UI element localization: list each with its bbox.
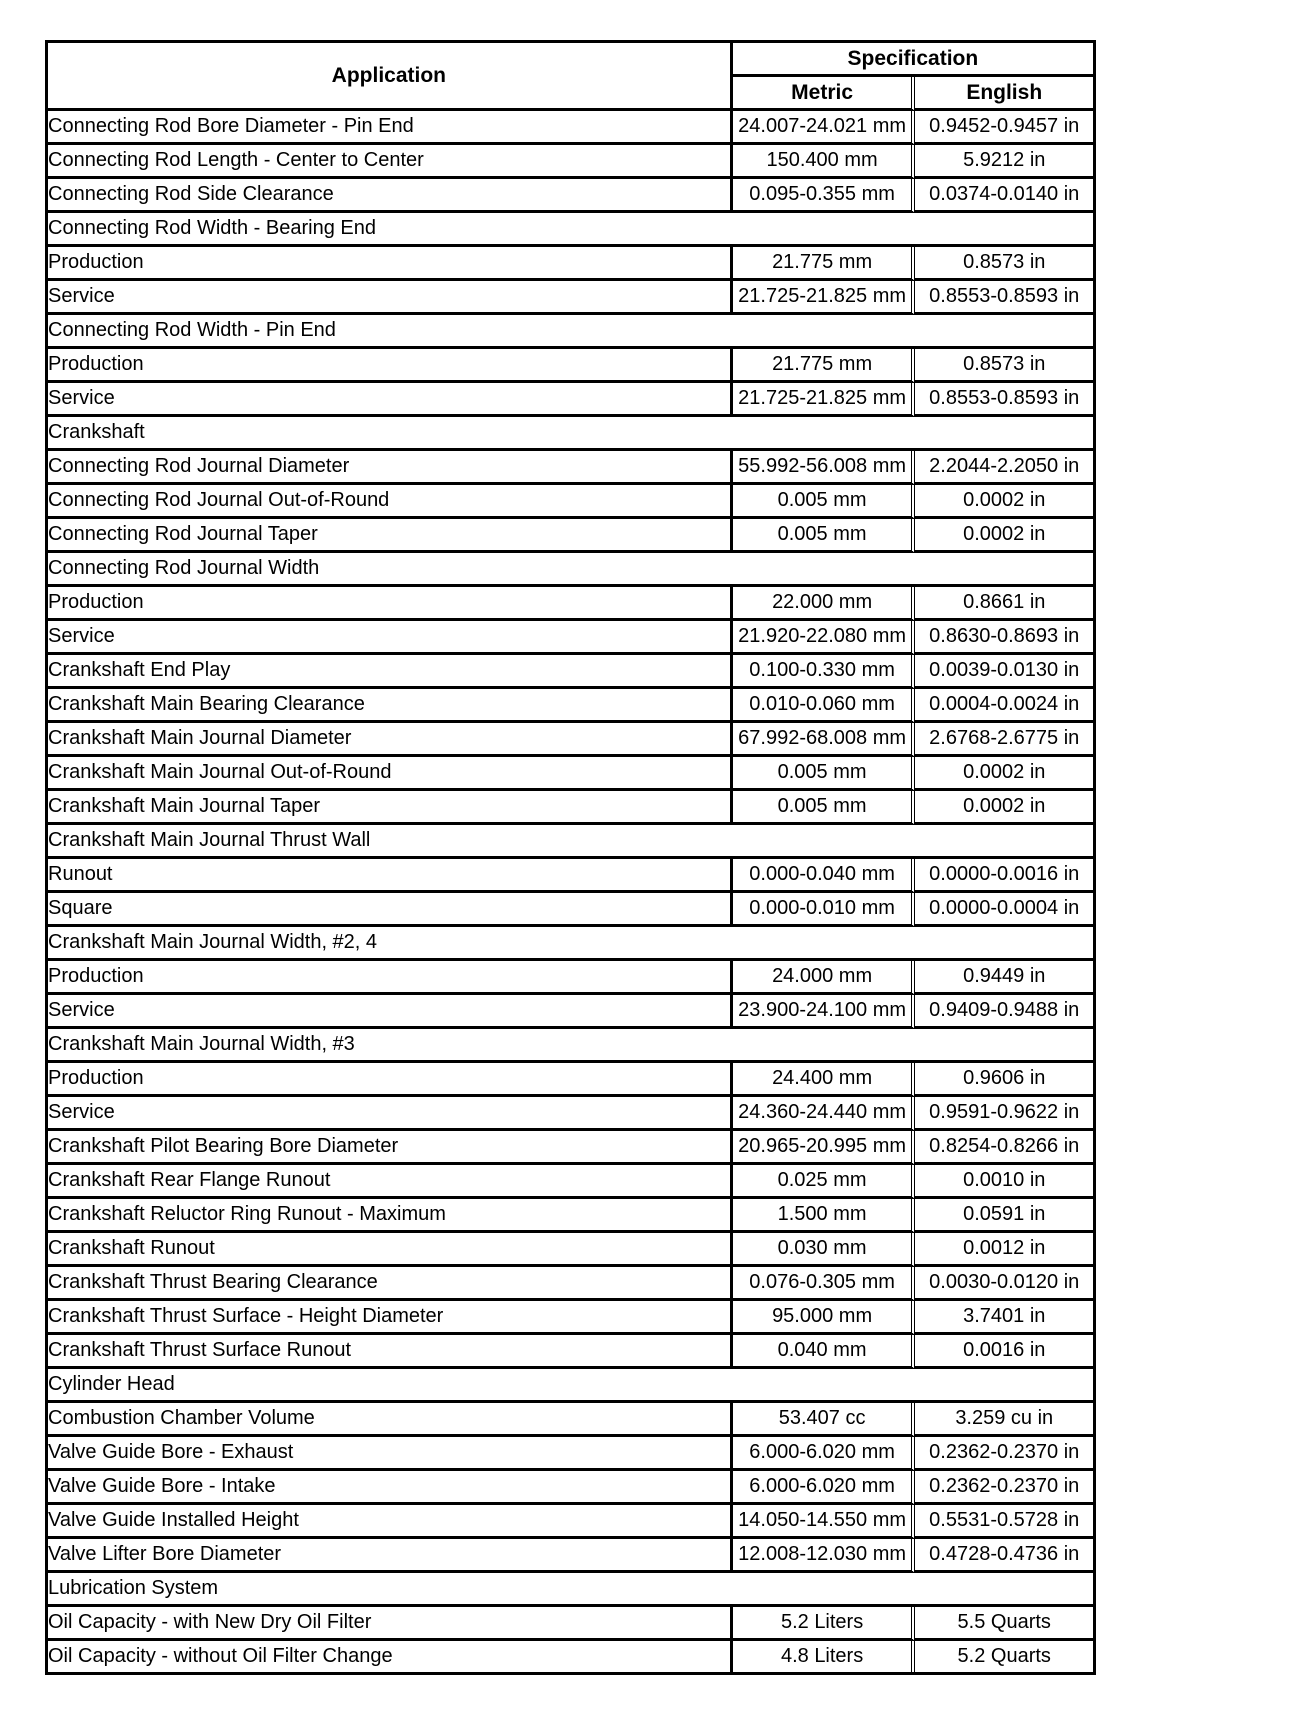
table-row (48, 315, 1093, 349)
metric-value-cell: 20.965-20.995 mm (733, 1131, 916, 1165)
table-row (48, 995, 1093, 1029)
metric-value-cell: 6.000-6.020 mm (733, 1471, 916, 1505)
english-value-cell: 0.9591-0.9622 in (915, 1097, 1093, 1131)
metric-header: Metric (733, 77, 916, 111)
metric-value-cell: 1.500 mm (733, 1199, 916, 1233)
application-cell: Combustion Chamber Volume (48, 1403, 733, 1437)
table-row (48, 247, 1093, 281)
english-value-cell: 0.4728-0.4736 in (915, 1539, 1093, 1573)
english-value-cell: 0.9409-0.9488 in (915, 995, 1093, 1029)
english-value-cell: 0.9452-0.9457 in (915, 111, 1093, 145)
metric-value-cell: 0.076-0.305 mm (733, 1267, 916, 1301)
metric-value-cell: 12.008-12.030 mm (733, 1539, 916, 1573)
english-value-cell: 0.8254-0.8266 in (915, 1131, 1093, 1165)
english-value-cell: 5.5 Quarts (915, 1607, 1093, 1641)
metric-value-cell: 24.400 mm (733, 1063, 916, 1097)
table-row (48, 1471, 1093, 1505)
application-cell: Crankshaft Reluctor Ring Runout - Maximum (48, 1199, 733, 1233)
metric-value-cell: 0.005 mm (733, 791, 916, 825)
subgroup-heading: Connecting Rod Width - Pin End (48, 315, 1093, 349)
table-row (48, 859, 1093, 893)
metric-value-cell: 4.8 Liters (733, 1641, 916, 1672)
application-cell: Production (48, 247, 733, 281)
table-row (48, 961, 1093, 995)
english-value-cell: 0.0012 in (915, 1233, 1093, 1267)
table-row (48, 1063, 1093, 1097)
table-row (48, 1539, 1093, 1573)
metric-value-cell: 24.000 mm (733, 961, 916, 995)
table-row (48, 111, 1093, 145)
table-row (48, 893, 1093, 927)
table-row (48, 927, 1093, 961)
metric-value-cell: 5.2 Liters (733, 1607, 916, 1641)
table-row (48, 485, 1093, 519)
english-value-cell: 0.8553-0.8593 in (915, 281, 1093, 315)
application-cell: Service (48, 995, 733, 1029)
category-heading: Cylinder Head (48, 1369, 1093, 1403)
table-row (48, 1029, 1093, 1063)
english-value-cell: 0.9606 in (915, 1063, 1093, 1097)
metric-value-cell: 67.992-68.008 mm (733, 723, 916, 757)
application-cell: Crankshaft Thrust Surface - Height Diameter (48, 1301, 733, 1335)
english-value-cell: 0.2362-0.2370 in (915, 1437, 1093, 1471)
metric-value-cell: 6.000-6.020 mm (733, 1437, 916, 1471)
metric-value-cell: 0.000-0.010 mm (733, 893, 916, 927)
metric-value-cell: 0.005 mm (733, 519, 916, 553)
table-row (48, 451, 1093, 485)
application-header: Application (48, 43, 733, 111)
table-row (48, 655, 1093, 689)
english-value-cell: 0.2362-0.2370 in (915, 1471, 1093, 1505)
application-cell: Oil Capacity - with New Dry Oil Filter (48, 1607, 733, 1641)
english-value-cell: 0.8573 in (915, 247, 1093, 281)
metric-value-cell: 21.775 mm (733, 247, 916, 281)
subgroup-heading: Connecting Rod Width - Bearing End (48, 213, 1093, 247)
application-cell: Valve Guide Bore - Intake (48, 1471, 733, 1505)
english-value-cell: 0.0004-0.0024 in (915, 689, 1093, 723)
english-value-cell: 0.0002 in (915, 519, 1093, 553)
application-cell: Connecting Rod Journal Taper (48, 519, 733, 553)
english-value-cell: 0.0002 in (915, 791, 1093, 825)
category-heading: Crankshaft (48, 417, 1093, 451)
header-row-top (48, 43, 1093, 77)
english-value-cell: 3.259 cu in (915, 1403, 1093, 1437)
english-value-cell: 0.0591 in (915, 1199, 1093, 1233)
metric-value-cell: 0.100-0.330 mm (733, 655, 916, 689)
specification-header: Specification (733, 43, 1093, 77)
application-cell: Production (48, 587, 733, 621)
english-value-cell: 5.9212 in (915, 145, 1093, 179)
metric-value-cell: 24.007-24.021 mm (733, 111, 916, 145)
table-row (48, 1369, 1093, 1403)
table-row (48, 1131, 1093, 1165)
application-cell: Valve Lifter Bore Diameter (48, 1539, 733, 1573)
table-row (48, 1505, 1093, 1539)
metric-value-cell: 21.725-21.825 mm (733, 281, 916, 315)
english-value-cell: 0.0039-0.0130 in (915, 655, 1093, 689)
english-value-cell: 0.0002 in (915, 757, 1093, 791)
english-header: English (915, 77, 1093, 111)
english-value-cell: 3.7401 in (915, 1301, 1093, 1335)
metric-value-cell: 24.360-24.440 mm (733, 1097, 916, 1131)
english-value-cell: 0.9449 in (915, 961, 1093, 995)
application-cell: Crankshaft End Play (48, 655, 733, 689)
application-cell: Valve Guide Bore - Exhaust (48, 1437, 733, 1471)
table-row (48, 179, 1093, 213)
metric-value-cell: 0.005 mm (733, 757, 916, 791)
table-row (48, 1607, 1093, 1641)
metric-value-cell: 95.000 mm (733, 1301, 916, 1335)
english-value-cell: 0.0030-0.0120 in (915, 1267, 1093, 1301)
table-row (48, 1301, 1093, 1335)
application-cell: Square (48, 893, 733, 927)
english-value-cell: 0.8553-0.8593 in (915, 383, 1093, 417)
table-row (48, 587, 1093, 621)
application-cell: Service (48, 621, 733, 655)
english-value-cell: 0.8630-0.8693 in (915, 621, 1093, 655)
table-row (48, 689, 1093, 723)
application-cell: Crankshaft Runout (48, 1233, 733, 1267)
application-cell: Crankshaft Rear Flange Runout (48, 1165, 733, 1199)
table-row (48, 1641, 1093, 1672)
table-row (48, 1573, 1093, 1607)
application-cell: Runout (48, 859, 733, 893)
table-row (48, 621, 1093, 655)
application-cell: Service (48, 1097, 733, 1131)
table-row (48, 825, 1093, 859)
application-cell: Connecting Rod Journal Diameter (48, 451, 733, 485)
table-row (48, 553, 1093, 587)
application-cell: Production (48, 1063, 733, 1097)
table-row (48, 349, 1093, 383)
metric-value-cell: 23.900-24.100 mm (733, 995, 916, 1029)
application-cell: Valve Guide Installed Height (48, 1505, 733, 1539)
metric-value-cell: 0.040 mm (733, 1335, 916, 1369)
english-value-cell: 0.8661 in (915, 587, 1093, 621)
metric-value-cell: 0.000-0.040 mm (733, 859, 916, 893)
english-value-cell: 0.8573 in (915, 349, 1093, 383)
table-row (48, 791, 1093, 825)
english-value-cell: 0.0374-0.0140 in (915, 179, 1093, 213)
english-value-cell: 0.0010 in (915, 1165, 1093, 1199)
application-cell: Service (48, 383, 733, 417)
metric-value-cell: 0.025 mm (733, 1165, 916, 1199)
table-row (48, 757, 1093, 791)
english-value-cell: 5.2 Quarts (957, 1645, 1051, 1667)
table-row (48, 519, 1093, 553)
metric-value-cell: 22.000 mm (733, 587, 916, 621)
english-value-cell: 0.0000-0.0004 in (915, 893, 1093, 927)
metric-value-cell: 55.992-56.008 mm (733, 451, 916, 485)
application-cell: Connecting Rod Length - Center to Center (48, 145, 733, 179)
metric-value-cell: 14.050-14.550 mm (733, 1505, 916, 1539)
application-cell: Crankshaft Main Journal Out-of-Round (48, 757, 733, 791)
metric-value-cell: 0.010-0.060 mm (733, 689, 916, 723)
metric-value-cell: 21.775 mm (733, 349, 916, 383)
metric-value-cell: 0.030 mm (733, 1233, 916, 1267)
application-cell: Service (48, 281, 733, 315)
category-heading: Lubrication System (48, 1573, 1093, 1607)
metric-value-cell: 0.095-0.355 mm (733, 179, 916, 213)
table-row (48, 213, 1093, 247)
subgroup-heading: Crankshaft Main Journal Width, #3 (48, 1029, 1093, 1063)
metric-value-cell: 53.407 cc (733, 1403, 916, 1437)
table-row (48, 417, 1093, 451)
metric-value-cell: 21.725-21.825 mm (733, 383, 916, 417)
table-row (48, 145, 1093, 179)
english-value-cell: 0.5531-0.5728 in (915, 1505, 1093, 1539)
application-cell: Crankshaft Main Journal Taper (48, 791, 733, 825)
table-row (48, 1267, 1093, 1301)
application-cell: Crankshaft Thrust Bearing Clearance (48, 1267, 733, 1301)
table-row (48, 1233, 1093, 1267)
metric-value-cell: 21.920-22.080 mm (733, 621, 916, 655)
metric-value-cell: 150.400 mm (733, 145, 916, 179)
table-row (48, 1097, 1093, 1131)
table-body (48, 111, 1093, 1672)
application-cell: Oil Capacity - without Oil Filter Change (48, 1641, 733, 1672)
table-row (48, 281, 1093, 315)
english-value-cell: 2.6768-2.6775 in (915, 723, 1093, 757)
table-row (48, 1403, 1093, 1437)
application-cell: Connecting Rod Journal Out-of-Round (48, 485, 733, 519)
table-row (48, 1165, 1093, 1199)
english-value-cell: 2.2044-2.2050 in (915, 451, 1093, 485)
application-cell: Crankshaft Main Journal Diameter (48, 723, 733, 757)
application-cell: Connecting Rod Side Clearance (48, 179, 733, 213)
application-cell: Crankshaft Pilot Bearing Bore Diameter (48, 1131, 733, 1165)
application-cell: Production (48, 349, 733, 383)
application-cell: Production (48, 961, 733, 995)
table-row (48, 383, 1093, 417)
subgroup-heading: Connecting Rod Journal Width (48, 553, 1093, 587)
application-cell: Connecting Rod Bore Diameter - Pin End (48, 111, 733, 145)
english-value-cell: 0.0000-0.0016 in (915, 859, 1093, 893)
specification-table (45, 40, 1096, 1675)
english-value-cell: 0.0016 in (915, 1335, 1093, 1369)
table-row (48, 723, 1093, 757)
english-value-cell: 0.0002 in (915, 485, 1093, 519)
application-cell: Crankshaft Main Bearing Clearance (48, 689, 733, 723)
table-row (48, 1335, 1093, 1369)
table-row (48, 1437, 1093, 1471)
metric-value-cell: 0.005 mm (733, 485, 916, 519)
subgroup-heading: Crankshaft Main Journal Width, #2, 4 (48, 927, 1093, 961)
application-cell: Crankshaft Thrust Surface Runout (48, 1335, 733, 1369)
subgroup-heading: Crankshaft Main Journal Thrust Wall (48, 825, 1093, 859)
table-row (48, 1199, 1093, 1233)
